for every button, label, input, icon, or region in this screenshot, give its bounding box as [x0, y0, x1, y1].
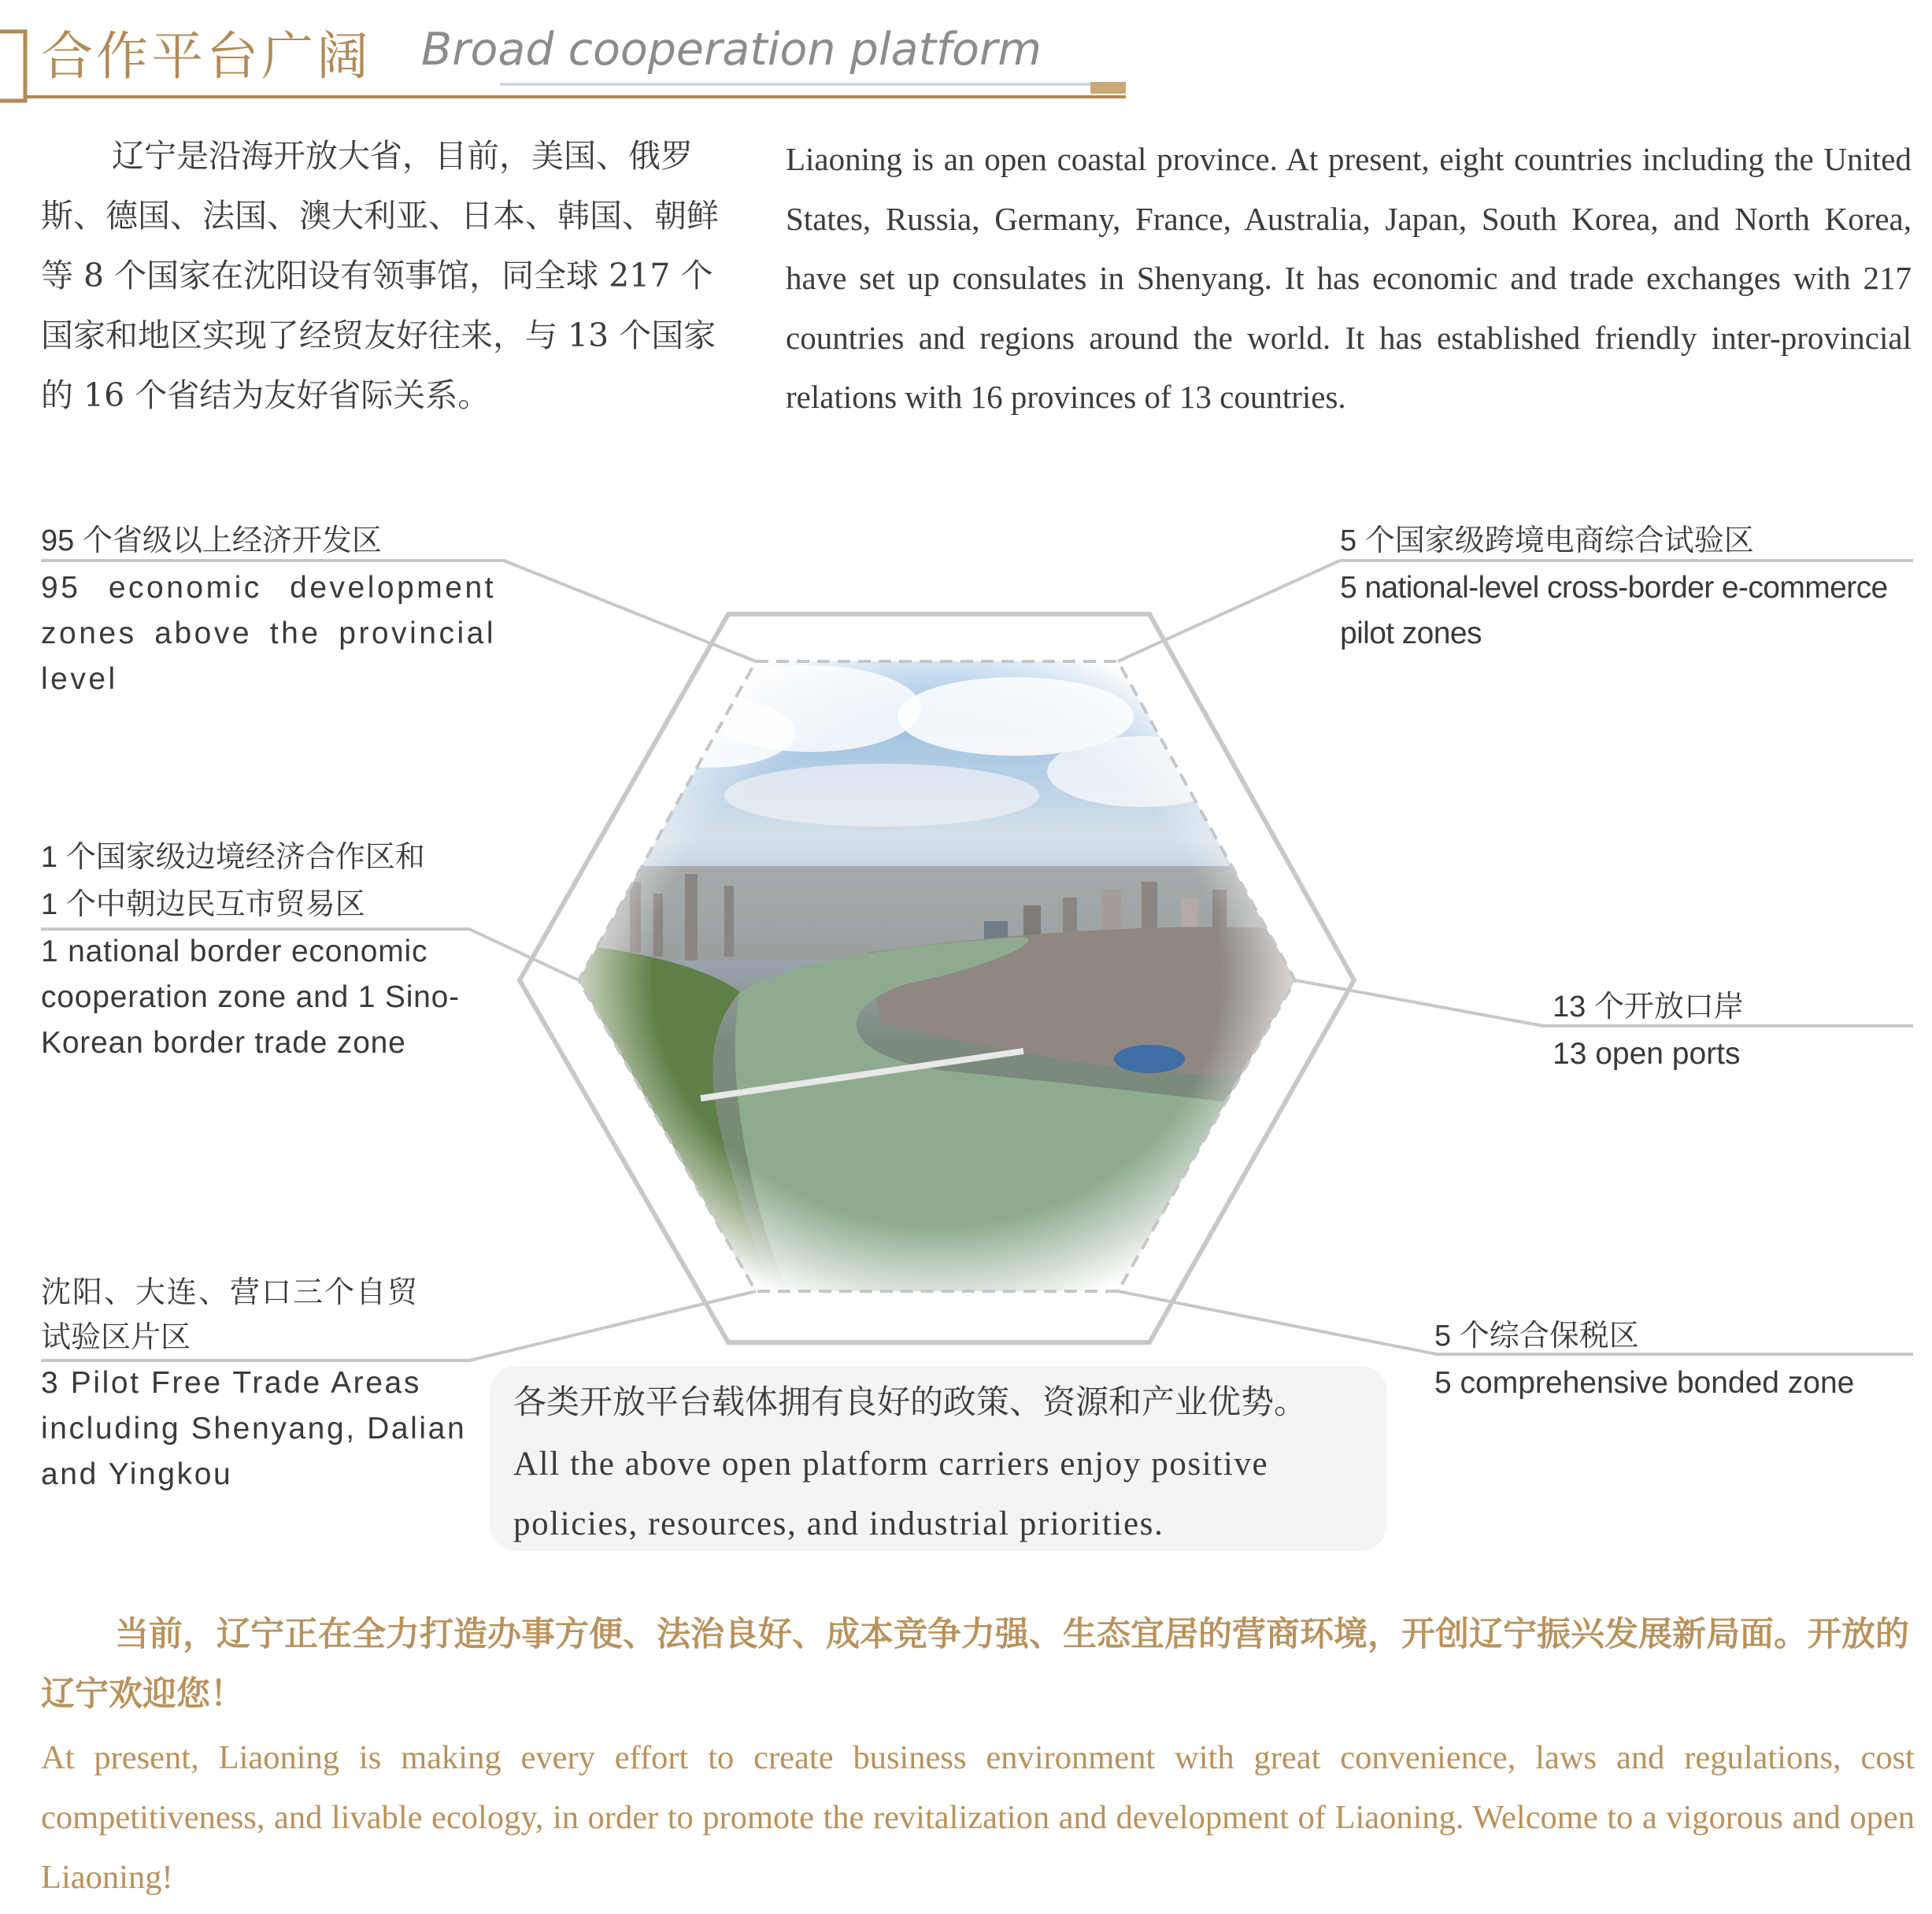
intro-paragraph-en: Liaoning is an open coastal province. At present, eight countries including the United States, Russia, Germany, France, Australia, Japan, South Korea, and North Korea, have set up consulates in Shenyang. It has economic and trade exchanges with 217 countries and regions around the world. It has established friendly inter-provincial relations with 16 provinces of 13 countries. [786, 141, 1912, 415]
label-ports-cn: 13 个开放口岸 [1553, 990, 1744, 1024]
section-title-en: Broad cooperation platform [421, 24, 1042, 76]
closing-paragraph-cn: 当前，辽宁正在全力打造办事方便、法治良好、成本竞争力强、生态宜居的营商环境，开创辽宁振兴发展新局面。开放的辽宁欢迎您！ [41, 1615, 1909, 1714]
label-free-trade-cn-line2: 试验区片区 [41, 1321, 191, 1354]
label-ecommerce-cn: 5 个国家级跨境电商综合试验区 [1340, 524, 1754, 557]
label-border-zone-en: 1 national border economic cooperation zone and 1 Sino-Korean border trade zone [41, 935, 460, 1060]
closing-paragraph-en: At present, Liaoning is making every effort to create business environment with great convenience, laws and regulations, cost competitiveness, and livable ecology, in order to promote the revitalization and development of Liaoning. Welcome to a vigorous and open Liaoning! [41, 1739, 1915, 1896]
label-border-zone-cn-line2: 1 个中朝边民互市贸易区 [41, 888, 365, 921]
label-ports-en: 13 open ports [1553, 1037, 1741, 1071]
label-dev-zones-cn: 95 个省级以上经济开发区 [41, 524, 382, 557]
note-text-en: All the above open platform carriers enjoy positive policies, resources, and industrial priorities. [513, 1446, 1269, 1542]
label-bonded-cn: 5 个综合保税区 [1434, 1320, 1639, 1353]
label-free-trade-en: 3 Pilot Free Trade Areas including Shenyang, Dalian and Yingkou [41, 1366, 467, 1491]
label-border-zone-cn-line1: 1 个国家级边境经济合作区和 [41, 841, 425, 874]
section-title-cn: 合作平台广阔 [41, 26, 372, 87]
label-dev-zones-en: 95 economic development zones above the provincial level [41, 571, 496, 696]
intro-paragraph-cn: 辽宁是沿海开放大省，目前，美国、俄罗斯、德国、法国、澳大利亚、日本、韩国、朝鲜等 8 个国家在沈阳设有领事馆，同全球 217 个国家和地区实现了经贸友好往来，与 13 个国家的 16 个省结为友好省际关系。 [41, 137, 719, 414]
note-text-cn: 各类开放平台载体拥有良好的政策、资源和产业优势。 [513, 1383, 1308, 1421]
label-ecommerce-en: 5 national-level cross-border e-commerce pilot zones [1340, 571, 1888, 650]
label-bonded-en: 5 comprehensive bonded zone [1434, 1366, 1855, 1400]
label-free-trade-cn-line1: 沈阳、大连、营口三个自贸 [41, 1276, 420, 1309]
